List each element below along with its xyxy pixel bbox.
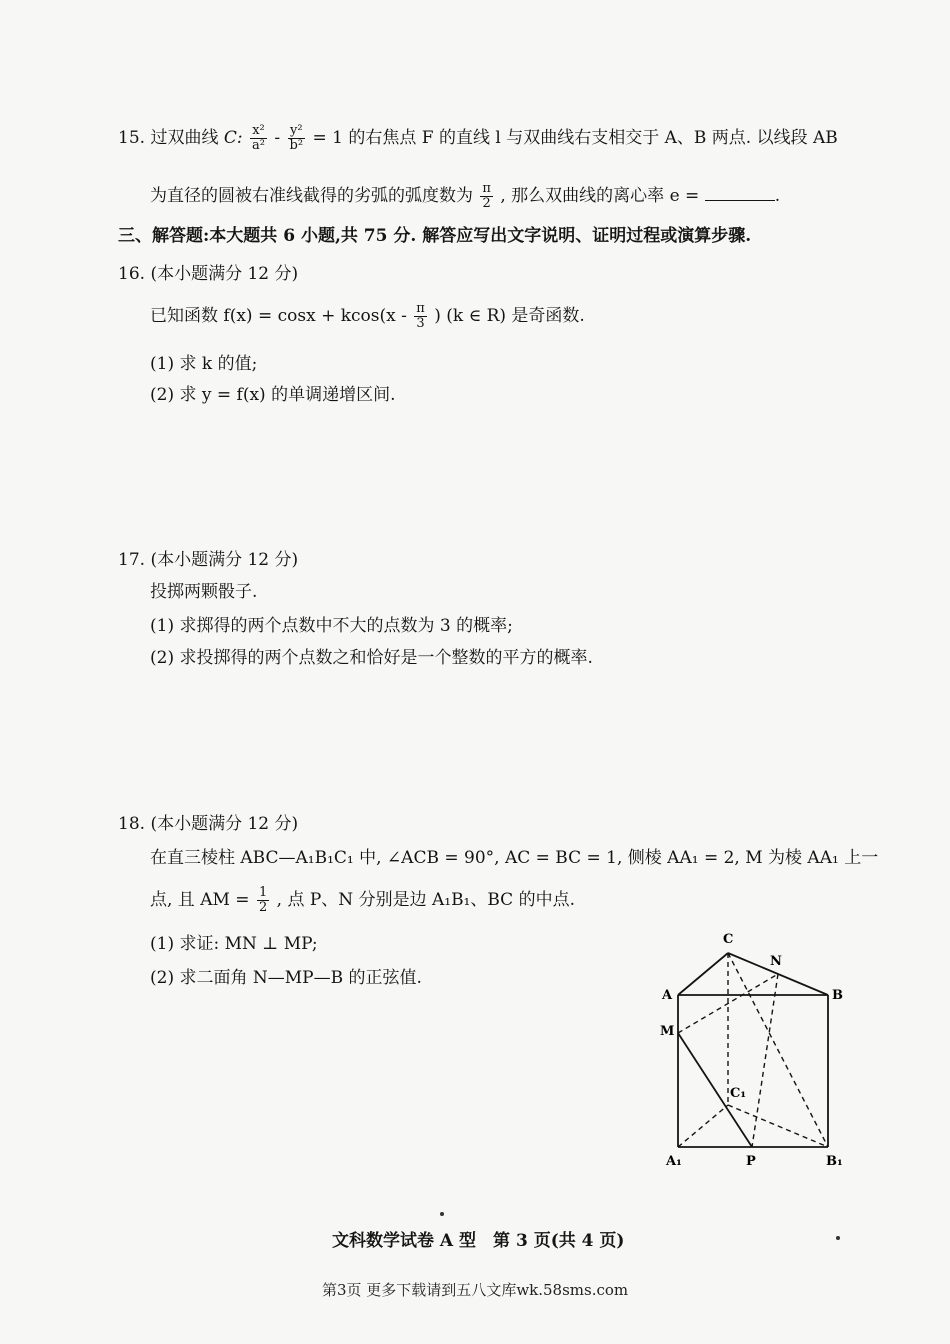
q16-frac-num: π xyxy=(416,301,425,316)
edge-a1-c1 xyxy=(678,1105,728,1147)
q15-frac3-den: 2 xyxy=(482,196,491,211)
q18-part1: (1) 求证: MN ⊥ MP; xyxy=(150,934,318,954)
scan-speck xyxy=(440,1212,444,1216)
label-a1: A₁ xyxy=(666,1154,682,1169)
q18-part2: (2) 求二面角 N—MP—B 的正弦值. xyxy=(150,968,422,988)
q16-header: 16. (本小题满分 12 分) xyxy=(118,264,299,284)
q15-line2-a: 为直径的圆被右准线截得的劣弧的弧度数为 xyxy=(150,186,473,206)
q15-fraction-x xyxy=(250,124,267,153)
q17-stem: 投掷两颗骰子. xyxy=(150,582,258,602)
q15-frac1-num: x² xyxy=(250,124,267,139)
label-c1: C₁ xyxy=(730,1086,747,1101)
q17-part1: (1) 求掷得的两个点数中不大的点数为 3 的概率; xyxy=(150,616,513,636)
page-footer: 文科数学试卷 A 型 第 3 页(共 4 页) xyxy=(332,1231,625,1251)
segment-c-n-b1 xyxy=(728,953,828,1147)
q15-curve: C: xyxy=(223,128,243,148)
q18-line2-a: 点, 且 AM = xyxy=(150,890,250,910)
q18-line2-b: , 点 P、N 分别是边 A₁B₁、BC 的中点. xyxy=(276,890,575,910)
q16-frac-den: 3 xyxy=(416,316,425,331)
label-p: P xyxy=(746,1154,756,1169)
label-a: A xyxy=(662,988,673,1003)
label-b1: B₁ xyxy=(826,1154,843,1169)
q18-frac-num: 1 xyxy=(258,885,268,900)
q16-stem xyxy=(150,302,585,331)
q15-fraction-pi xyxy=(480,182,493,211)
q15-line2-end: . xyxy=(774,186,781,206)
q15-frac2-num: y² xyxy=(288,124,306,139)
edge-c1-b1 xyxy=(728,1105,828,1147)
watermark-text: 第3页 更多下载请到五八文库wk.58sms.com xyxy=(322,1281,629,1299)
q18-frac-den: 2 xyxy=(258,900,268,915)
q16-part1: (1) 求 k 的值; xyxy=(150,354,258,374)
q15-number: 15. xyxy=(118,128,146,148)
q15-answer-blank xyxy=(705,186,775,201)
q15-text-b: 的右焦点 F 的直线 l 与双曲线右支相交于 A、B 两点. 以线段 AB xyxy=(348,128,838,148)
q16-stem-a: 已知函数 f(x) = cosx + kcos(x - xyxy=(150,306,407,326)
section3-heading: 三、解答题:本大题共 6 小题,共 75 分. 解答应写出文字说明、证明过程或演算步骤. xyxy=(118,226,752,246)
edge-a-c xyxy=(678,953,728,995)
q15-fraction-y xyxy=(288,124,306,153)
q16-fraction xyxy=(414,302,427,331)
label-b: B xyxy=(832,988,843,1003)
q15-eq-one: = 1 xyxy=(312,128,343,148)
q16-stem-b: ) (k ∈ R) 是奇函数. xyxy=(434,306,585,326)
q17-header: 17. (本小题满分 12 分) xyxy=(118,550,299,570)
q15-line1 xyxy=(118,124,838,153)
q15-frac2-den: b² xyxy=(289,138,304,153)
q15-frac3-num: π xyxy=(482,181,491,196)
q17-part2: (2) 求投掷得的两个点数之和恰好是一个整数的平方的概率. xyxy=(150,648,593,668)
q15-minus: - xyxy=(274,128,281,148)
label-c: C xyxy=(723,932,734,947)
q16-part2: (2) 求 y = f(x) 的单调递增区间. xyxy=(150,385,396,405)
q18-line2 xyxy=(150,886,575,915)
label-n: N xyxy=(770,954,782,969)
prism-figure xyxy=(660,925,850,1175)
q18-fraction xyxy=(257,886,269,915)
q18-line1: 在直三棱柱 ABC—A₁B₁C₁ 中, ∠ACB = 90°, AC = BC = 1, 侧棱 AA₁ = 2, M 为棱 AA₁ 上一 xyxy=(150,848,879,868)
label-m: M xyxy=(660,1024,675,1039)
scan-speck xyxy=(836,1236,840,1240)
q18-header: 18. (本小题满分 12 分) xyxy=(118,814,299,834)
q15-line2-b: , 那么双曲线的离心率 e = xyxy=(500,186,700,206)
q15-line2 xyxy=(150,182,780,211)
q15-text-a: 过双曲线 xyxy=(150,128,219,148)
q15-frac1-den: a² xyxy=(252,138,265,153)
